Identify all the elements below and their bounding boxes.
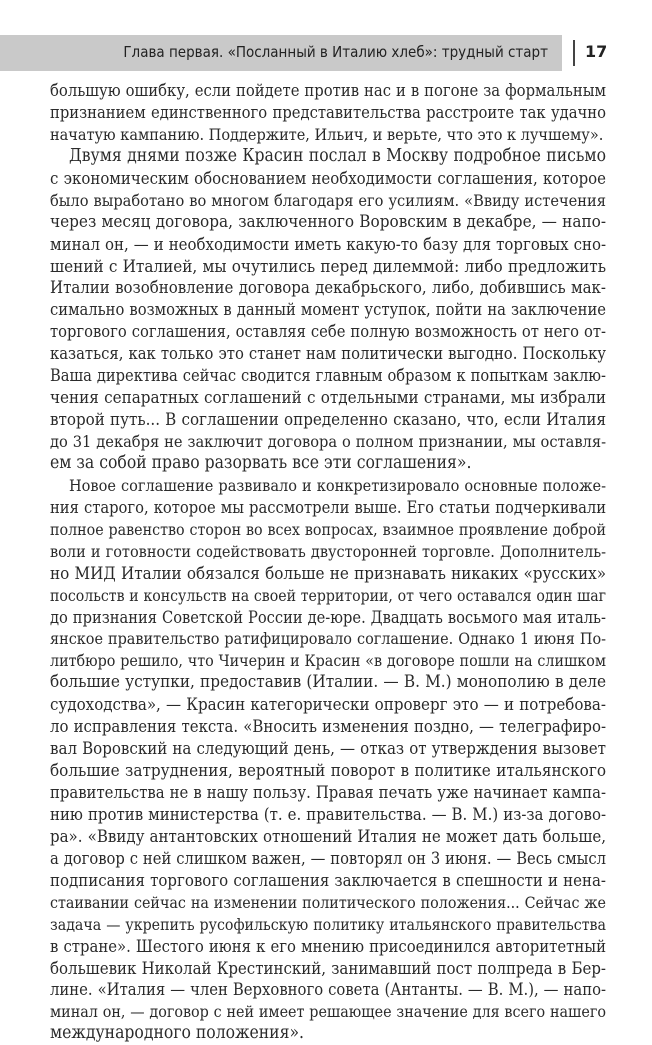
text-line: торгового соглашения, оставляя себе полную возможность от него от- — [50, 322, 606, 342]
text-line: международного положения». — [50, 1023, 304, 1044]
text-line: признанием единственного представительства расстроите так удачно — [50, 102, 606, 122]
running-header — [0, 35, 562, 71]
text-line: литбюро решило, что Чичерин и Красин «в договоре пошли на слишком — [50, 651, 606, 671]
text-line: было выработано во многом благодаря его усилиям. «Ввиду истечения — [50, 190, 606, 210]
text-line: янское правительство ратифицировало соглашение. Однако 1 июня По- — [50, 629, 606, 649]
text-line: второй путь... В соглашении определенно сказано, что, если Италия — [50, 409, 606, 430]
text-line: казаться, как только это станет нам политически выгодно. Поскольку — [50, 344, 606, 364]
text-line: большие затруднения, вероятный поворот в политике итальянского — [50, 760, 606, 781]
text-line: Италии возобновление договора декабрьского, либо, добившись мак- — [50, 278, 606, 298]
text-line: вал Воровский на следующий день, — отказ от утверждения вызовет — [50, 738, 606, 759]
paragraph-first-line: Двумя днями позже Красин послал в Москву подробное письмо — [69, 145, 606, 166]
text-line: Ваша директива сейчас сводится главным образом к попыткам заклю- — [50, 366, 606, 386]
text-line: большие уступки, предоставив (Италии. — В. М.) монополию в деле — [50, 672, 606, 693]
text-line: до 31 декабря не заключит договора о полном признании, мы оставля- — [50, 432, 606, 451]
text-line: полное равенство сторон во всех вопросах, взаимное проявление доброй — [50, 519, 606, 539]
text-line: задача — укрепить русофильскую политику итальянского правительства — [50, 914, 606, 934]
body-text — [50, 80, 606, 1045]
header-separator — [573, 40, 575, 66]
text-line: с экономическим обоснованием необходимости соглашения, которое — [50, 168, 606, 188]
text-line: минал он, — договор с ней имеет решающее значение для всего нашего — [50, 1002, 606, 1022]
text-line: ло исправления текста. «Вносить изменения поздно, — телеграфиро- — [50, 717, 606, 737]
text-line: большевик Николай Крестинский, занимавший пост полпреда в Бер- — [50, 958, 606, 978]
text-line: ния старого, которое мы рассмотрели выше. Его статьи подчеркивали — [50, 497, 606, 517]
text-line: до признания Советской России де-юре. Двадцать восьмого мая италь- — [50, 607, 606, 627]
text-line: а договор с ней слишком важен, — повторял он 3 июня. — Весь смысл — [50, 848, 606, 868]
text-line: но МИД Италии обязался больше не признавать никаких «русских» — [50, 562, 606, 583]
text-line: лине. «Италия — член Верховного совета (Антанты. — В. М.), — напо- — [50, 980, 606, 1000]
text-line: ем за собой право разорвать все эти соглашения». — [50, 452, 472, 473]
chapter-title: Глава первая. «Посланный в Италию хлеб»: трудный старт — [123, 43, 548, 61]
text-line: ра». «Ввиду антантовских отношений Италия не может дать больше, — [50, 825, 606, 846]
text-line: нию против министерства (т. е. правительства. — В. М.) из-за догово- — [50, 804, 606, 824]
text-line: большую ошибку, если пойдете против нас и в погоне за формальным — [50, 81, 606, 100]
text-line: подписания торгового соглашения заключается в спешности и нена- — [50, 870, 606, 890]
paragraph-first-line: Новое соглашение развивало и конкретизировало основные положе- — [69, 475, 606, 495]
text-line: правительства не в нашу пользу. Правая печать уже начинает кампа- — [50, 783, 606, 802]
text-line: через месяц договора, заключенного Воровским в декабре, — напо- — [50, 211, 606, 232]
page-number: 17 — [585, 42, 608, 61]
text-line: минал он, — и необходимости иметь какую-то базу для торговых сно- — [50, 234, 606, 254]
text-line: симально возможных в данный момент уступок, пойти на заключение — [50, 300, 606, 320]
text-line: стаивании сейчас на изменении политического положения... Сейчас же — [50, 892, 606, 912]
text-line: воли и готовности содействовать двусторонней торговле. Дополнитель- — [50, 541, 606, 561]
text-line: начатую кампанию. Поддержите, Ильич, и верьте, что это к лучшему». — [50, 124, 604, 144]
text-line: судоходства», — Красин категорически опроверг это — и потребова- — [50, 694, 606, 715]
text-line: в стране». Шестого июня к его мнению присоединился авторитетный — [50, 936, 606, 956]
text-line: шений с Италией, мы очутились перед дилеммой: либо предложить — [50, 255, 606, 276]
text-line: посольств и консульств на своей территории, от чего оставался один шаг — [50, 585, 606, 605]
text-line: чения сепаратных соглашений с отдельными странами, мы избрали — [50, 387, 606, 408]
